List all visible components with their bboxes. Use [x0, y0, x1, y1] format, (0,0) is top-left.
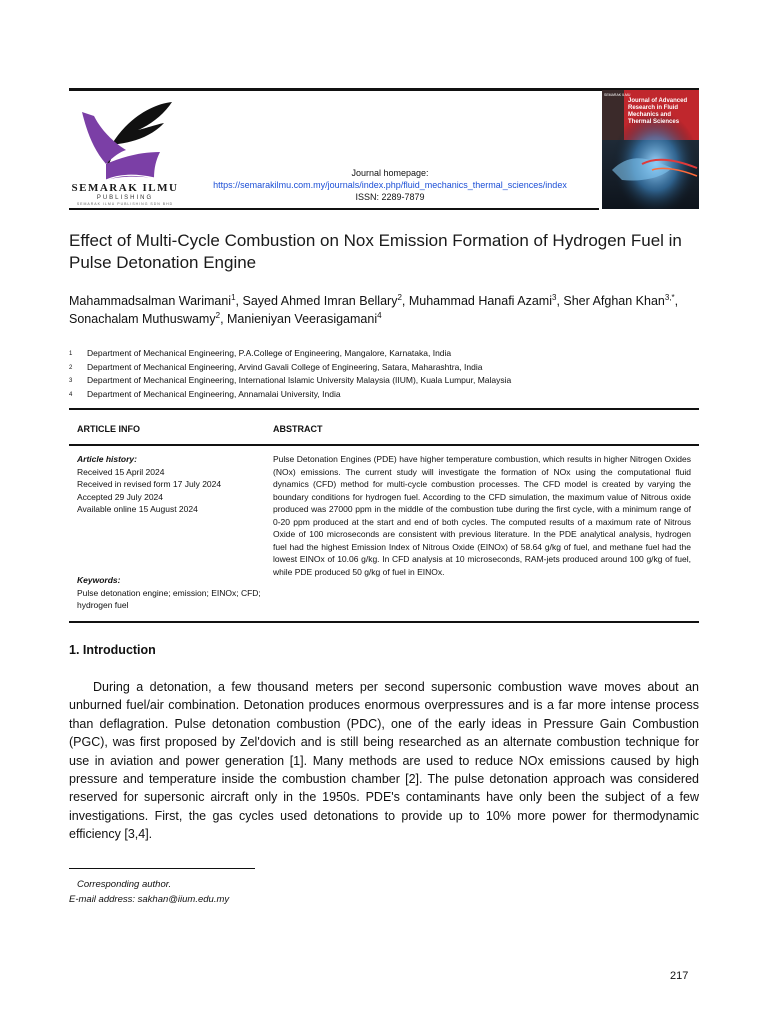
author-name: Sonachalam Muthuswamy [69, 312, 216, 326]
author-affiliation-mark: 3 [551, 292, 557, 302]
cover-title-text: Journal of Advanced Research in Fluid Mechanics and Thermal Sciences [628, 98, 688, 125]
affiliation-item [69, 374, 709, 388]
publisher-logo-tinytext: SEMARAK ILMU PUBLISHING SDN BHD [76, 202, 174, 206]
article-info-heading: ARTICLE INFO [77, 424, 140, 434]
page-number: 217 [670, 970, 689, 982]
info-table-top-rule [69, 408, 699, 410]
author-affiliation-mark: 1 [231, 292, 236, 302]
article-history [77, 453, 267, 516]
affiliation-number: 3 [69, 378, 73, 384]
author-affiliation-mark: 2 [397, 292, 402, 302]
introduction-paragraph: During a detonation, a few thousand meters per second supersonic combustion wave moves about an unburned fuel/air combination. Detonation produces enormous overpressures and is a far more intense process than deflagration. Pulse detonation combustion (PDC), one of the early ideas in Pressure Gain Combustion (PGC), was first proposed by Zel'dovich and is still being researched as an alternate combustion technique for use in aviation and power generation [1]. Many methods are used to reduce NOx emissions caused by high pressure and temperature inside the combustion chamber [2]. The pulse detonation approach was considered reserved for supersonic aircraft only in the 1950s. PDE's contaminants have only been the subject of a few investigations. First, the gas cycles used detonations to provide up to 10% more power for thermodynamic efficiency [3,4]. [69, 680, 699, 842]
header-bottom-rule [69, 208, 599, 210]
affiliation-item [69, 388, 709, 402]
affiliation-number: 4 [69, 391, 73, 398]
journal-homepage-label: Journal homepage: [351, 168, 429, 178]
publisher-logo-subtext: PUBLISHING [96, 195, 154, 201]
author-name: Sher Afghan Khan [563, 294, 665, 308]
info-table-bottom-rule [69, 621, 699, 623]
affiliation-text: Department of Mechanical Engineering, International Islamic University Malaysia (IIUM), Kuala Lumpur, Malaysia [87, 375, 512, 385]
corresponding-author-note: Corresponding author. [77, 879, 172, 890]
author-name: Sayed Ahmed Imran Bellary [242, 294, 398, 308]
affiliation-text: Department of Mechanical Engineering, Arvind Gavali College of Engineering, Satara, Maharashtra, India [87, 361, 483, 372]
abstract-heading: ABSTRACT [273, 424, 323, 434]
author-list: Mahammadsalman Warimani$^1$, Sayed Ahmed Imran Bellary$^2$, Muhammad Hanafi Azami$^3$, Sher Afghan Khan$^{3,*}$, Sonachalam Muthuswamy$^2$, Manieniyan Veerasigamani$^4$ [69, 292, 679, 326]
journal-homepage-link[interactable]: https://semarakilmu.com.my/journals/index.php/fluid_mechanics_thermal_sciences/index [213, 180, 567, 190]
publisher-logo-text: SEMARAK ILMU [71, 182, 179, 194]
footnote-rule [69, 868, 255, 869]
article-title: Effect of Multi-Cycle Combustion on Nox Emission Formation of Hydrogen Fuel in Pulse Detonation Engine [69, 231, 682, 272]
keywords-block [77, 574, 267, 612]
affiliation-list [69, 347, 709, 401]
abstract-text: Pulse Detonation Engines (PDE) have higher temperature combustion, which results in higher Nitrogen Oxides (NOx) emissions. The current study will investigate the formation of NOx using the computational fluid dynamics (CFD) method for multi-cycle combustion processes. The CFD model is created by varying the boundary conditions for hydrogen fuel. According to the CFD simulation, the maximum value of Nitrous oxide produced was 27000 ppm in the middle of the combustion tube during the first cycle, with a minimum range of 0-20 ppm produced at the start and end of both cycles. The computed results of a maximum rate of Nitrous Oxide of 100 microseconds are consistent with previous literature. In the PDE analytical analysis, hydrogen fuel had the highest Emission Index of Nitrous Oxide (EINOx) of 58.64 g/kg of fuel, and methane fuel had the lowest EINOx of 10.06 g/kg. In CFD analysis at 10 microseconds, RAM-jets produced around 100 g/kg of fuel, while PDE produced 50 g/kg of fuel in EINOx. [273, 454, 691, 577]
history-item: Received 15 April 2024 [77, 466, 165, 477]
affiliation-text: Department of Mechanical Engineering, Annamalai University, India [87, 388, 341, 399]
author-affiliation-mark: 2 [215, 310, 221, 320]
keywords-label: Keywords: [77, 575, 121, 585]
author-affiliation-mark: 3,* [664, 292, 675, 302]
affiliation-number: 2 [69, 364, 73, 371]
history-item: Available online 15 August 2024 [77, 504, 198, 514]
info-table-header-rule [69, 444, 699, 446]
affiliation-text: Department of Mechanical Engineering, P.A.College of Engineering, Mangalore, Karnataka, India [87, 348, 452, 358]
affiliation-number: 1 [69, 351, 73, 357]
author-name: Mahammadsalman Warimani [69, 294, 232, 308]
article-history-label: Article history: [77, 454, 137, 464]
email-address-note: E-mail address: sakhan@iium.edu.my [69, 894, 230, 905]
section-heading-introduction: 1. Introduction [69, 643, 156, 657]
author-affiliation-mark: 4 [377, 310, 382, 320]
journal-cover-image [602, 90, 699, 209]
affiliation-item [69, 361, 709, 375]
affiliation-item [69, 347, 709, 361]
issn-label: ISSN: 2289-7879 [355, 192, 425, 202]
cover-brand-text: SEMARAK ILMU [604, 93, 631, 97]
journal-homepage-block [180, 167, 600, 203]
keywords-text: Pulse detonation engine; emission; EINOx; CFD; hydrogen fuel [77, 587, 261, 610]
history-item: Received in revised form 17 July 2024 [77, 479, 222, 489]
author-name: Manieniyan Veerasigamani [227, 312, 378, 326]
author-name: Muhammad Hanafi Azami [408, 294, 552, 308]
history-item: Accepted 29 July 2024 [77, 491, 164, 502]
